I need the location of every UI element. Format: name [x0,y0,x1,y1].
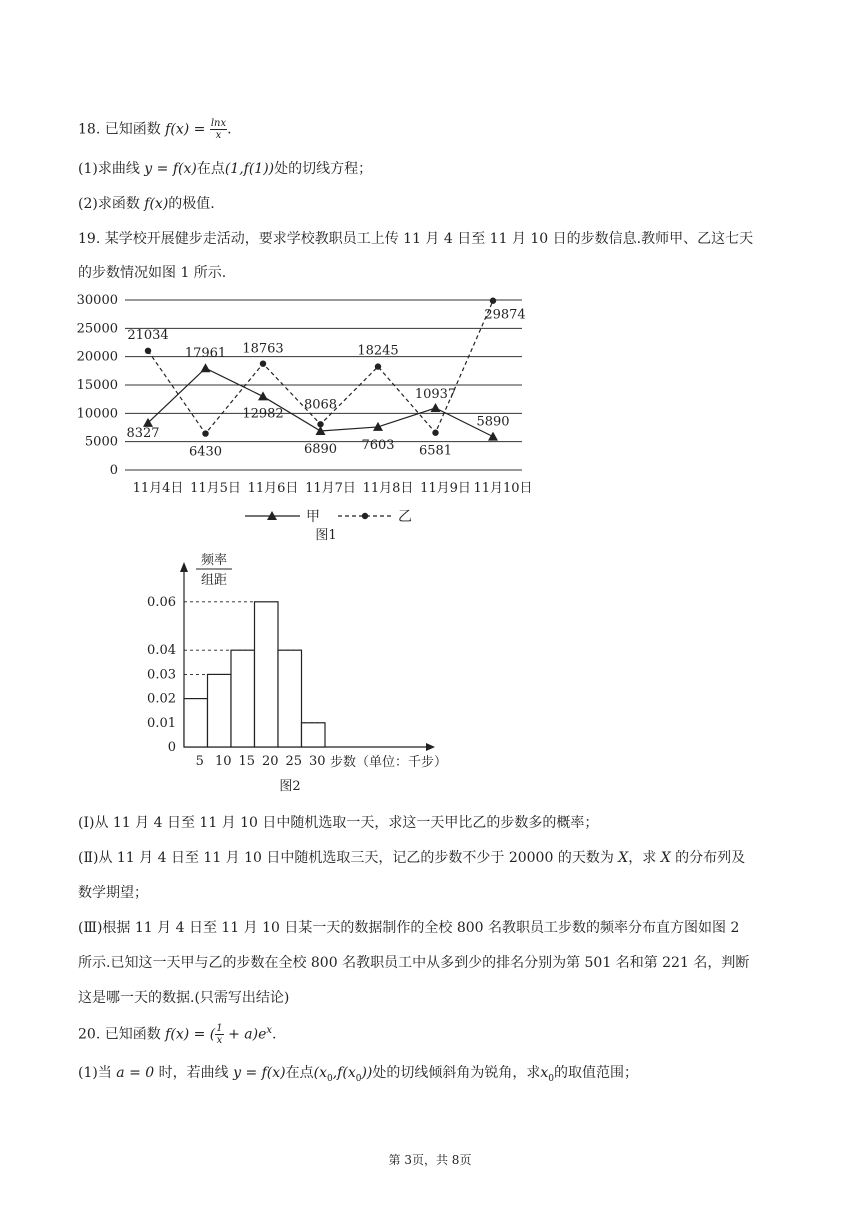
y-axis-arrow [180,562,188,572]
series-yi-data-label: 29874 [484,307,526,323]
q19-stem-line2: 的步数情况如图 1 所示. [78,265,227,281]
q18-part1: (1)求曲线 y = f(x)在点(1,f(1))处的切线方程； [78,161,373,177]
histogram-bar [255,602,279,747]
x-tick-label: 10 [214,754,232,769]
series-yi-point [260,360,266,366]
q19-part3-line3: 这是哪一天的数据.(只需写出结论) [78,990,290,1006]
x-axis-arrow [426,743,435,751]
step-line-chart [70,284,550,544]
series-jia-data-label: 7603 [361,437,395,453]
x-tick-label: 25 [285,754,303,769]
q19-part3-line2: 所示.已知这一天甲与乙的步数在全校 800 名教职员工中从多到少的排名分别为第 501 名和第 221 名，判断 [78,955,750,971]
series-yi-data-label: 18245 [357,343,399,359]
series-jia-point [373,422,383,431]
y-label-bottom: 组距 [200,573,228,588]
q19-part1: (Ⅰ)从 11 月 4 日至 11 月 10 日中随机选取一天，求这一天甲比乙的步数多的概率； [78,815,599,831]
y-tick-label: 0 [167,740,176,755]
legend-yi-marker [362,513,368,519]
series-jia-data-label: 8327 [126,425,160,441]
frequency-histogram [130,548,500,798]
chart-title: 图2 [279,779,301,794]
y-tick-label: 0.01 [147,715,176,731]
series-yi-data-label: 21034 [127,327,169,343]
series-yi-data-label: 6430 [188,444,223,460]
q20-part1: (1)当 a = 0 时，若曲线 y = f(x)在点$(x_0,f(x_0))$处的切线倾斜角为锐角，求$x_0$的取值范围； [78,1065,639,1084]
y-tick-label: 30000 [76,293,118,308]
y-tick-label: 20000 [76,349,118,365]
x-tick-label: 11月10日 [473,481,533,496]
series-yi-point [202,430,208,436]
x-tick-label: 11月4日 [132,481,184,496]
q19-part3-line1: (Ⅲ)根据 11 月 4 日至 11 月 10 日某一天的数据制作的全校 800 名教职员工步数的频率分布直方图如图 2 [78,920,740,936]
x-axis-label: 步数（单位：千步） [330,755,448,770]
histogram-bar [302,723,326,747]
series-yi-point [375,363,381,369]
q19-part2: (Ⅱ)从 11 月 4 日至 11 月 10 日中随机选取三天，记乙的步数不少于 20000 的天数为 X，求 X 的分布列及 [78,850,746,866]
legend-yi-label: 乙 [398,509,412,525]
y-tick-label: 5000 [84,434,118,450]
histogram-bar [278,650,302,747]
x-tick-label: 11月6日 [247,481,299,496]
y-tick-label: 15000 [76,378,118,393]
q19-part2-line2: 数学期望； [78,885,148,901]
y-label-top: 频率 [200,553,228,568]
series-jia-data-label: 5890 [476,414,510,430]
x-tick-label: 11月9日 [420,481,471,496]
fraction: $\frac{1}{x}$ [216,1023,223,1046]
x-tick-label: 11月5日 [190,481,241,496]
legend-jia-label: 甲 [306,509,320,525]
histogram-bar [184,699,208,747]
series-yi-data-label: 18763 [242,341,284,357]
fraction: $\frac{\ln x}{x}$ [210,118,227,141]
series-yi-point [490,298,496,304]
histogram-bar [231,650,255,747]
series-yi-data-label: 8068 [303,397,338,413]
page-footer: 第 3页，共 8页 [388,1153,472,1167]
series-yi-point [317,421,323,427]
x-tick-label: 11月8日 [362,481,414,496]
y-tick-label: 10000 [76,406,118,422]
x-tick-label: 15 [238,754,256,769]
series-jia-point [258,391,268,400]
y-tick-label: 25000 [76,321,118,337]
y-tick-label: 0.06 [147,594,176,610]
series-yi-data-label: 6581 [418,443,453,459]
series-jia-point [201,363,211,372]
x-tick-label: 5 [195,754,204,769]
y-tick-label: 0.04 [147,643,176,659]
series-jia-point [488,432,498,441]
y-tick-label: 0 [109,463,118,478]
q18-stem: 18. 已知函数 f(x) = $\frac{\ln x}{x}$ . [78,118,232,141]
x-tick-label: 11月7日 [305,481,356,496]
series-yi-point [145,348,151,354]
series-yi-point [432,430,438,436]
chart-title: 图1 [315,528,337,543]
histogram-bar [208,674,232,747]
q19-stem-line1: 19. 某学校开展健步走活动，要求学校教职员工上传 11 月 4 日至 11 月 10 日的步数信息.教师甲、乙这七天 [78,231,754,247]
q18-part2: (2)求函数 f(x)的极值. [78,196,215,212]
series-jia-data-label: 17961 [184,346,227,362]
y-tick-label: 0.03 [147,667,176,683]
series-jia-data-label: 10937 [414,387,457,403]
q20-stem: 20. 已知函数 f(x) = ( $\frac{1}{x}$ + $a)e^x$. [78,1023,277,1046]
series-jia-data-label: 6890 [303,441,338,457]
series-jia-point [431,403,441,412]
y-tick-label: 0.02 [147,691,176,707]
x-tick-label: 30 [308,754,326,769]
x-tick-label: 20 [261,754,279,769]
series-jia-data-label: 12982 [242,406,284,422]
